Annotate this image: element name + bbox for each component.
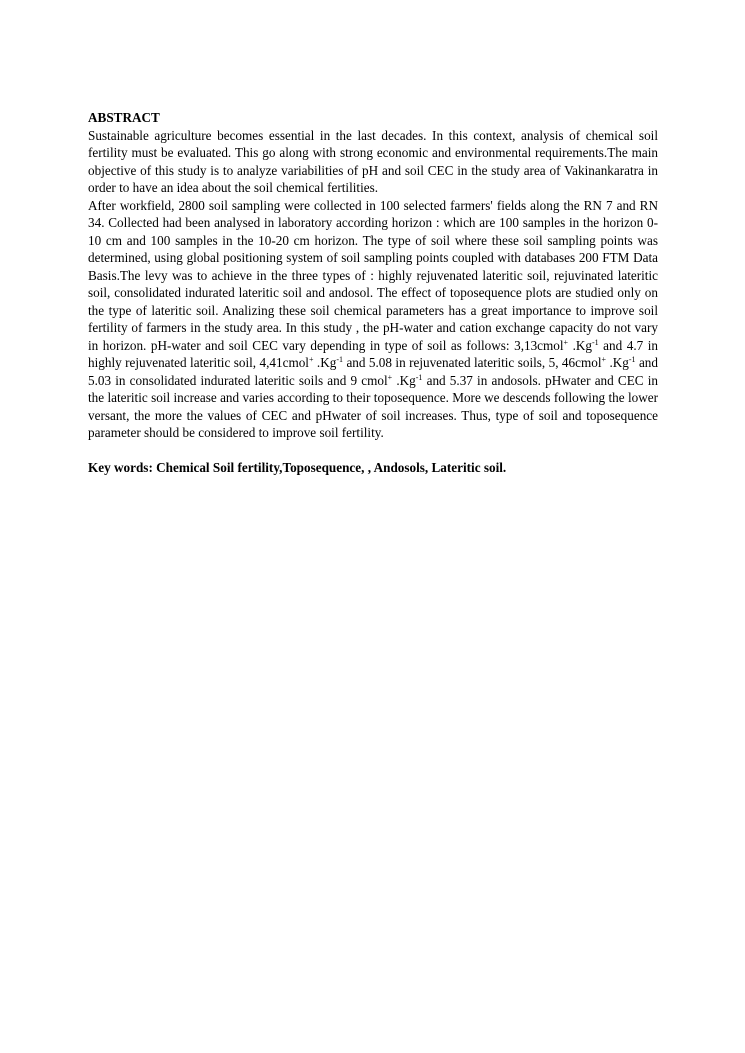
superscript: + xyxy=(563,337,569,347)
keywords: Key words: Chemical Soil fertility,Toposequence, , Andosols, Lateritic soil. xyxy=(88,459,507,475)
superscript: + xyxy=(387,372,393,382)
superscript: -1 xyxy=(336,355,344,364)
abstract-text: and 5.37 in andosols. pHwater and CEC in the lateritic soil increase and varies according to their toposequence. More we descends following the lower versant, the more the values of CEC and pHwater of soil increases. Thus, type of soil and toposequence parameter should be considered to improve soil fertility. xyxy=(88,372,658,440)
superscript: -1 xyxy=(415,372,423,382)
abstract-text: and 4.7 in highly rejuvenated lateritic soil, 4,41cmol xyxy=(88,337,658,370)
superscript: + xyxy=(601,355,607,364)
abstract-text: and 5.08 in rejuvenated lateritic soils, 5, 46cmol xyxy=(343,355,602,370)
abstract-paragraph-1: Sustainable agriculture becomes essential in the last decades. In this context, analysis of chemical soil fertility must be evaluated. This go along with strong economic and environmental requirements.The main objective of this study is to analyze variabilities of pH and soil CEC in the study area of Vakinankaratra in order to have an idea about the soil chemical fertilities. xyxy=(88,127,658,195)
superscript: -1 xyxy=(592,337,599,347)
abstract-text: .Kg xyxy=(606,355,629,370)
abstract-heading: ABSTRACT xyxy=(88,110,160,125)
abstract-text: and 5.03 in consolidated indurated lateritic soils and 9 cmol xyxy=(88,355,658,388)
abstract-text: .Kg xyxy=(392,372,416,388)
abstract-paragraph-2 xyxy=(88,197,658,442)
abstract-text: .Kg xyxy=(313,355,337,370)
superscript: + xyxy=(308,355,314,364)
abstract-text: After workfield, 2800 soil sampling were collected in 100 selected farmers' fields along the RN 7 and RN 34. Collected had been analysed in laboratory according horizon : which are 100 samples in the horizon 0-10 cm and 100 samples in the 10-20 cm horizon. The type of soil where these soil sampling points was determined, using global positioning system of soil sampling points coupled with databases 200 FTM Data Basis.The levy was to achieve in the three types of : highly rejuvenated lateritic soil, rejuvinated lateritic soil, consolidated indurated lateritic soil and andosol. The effect of toposequence plots are studied only on the type of lateritic soil. Analizing these soil chemical parameters has a great importance to improve soil fertility of farmers in the study area. In this study , the pH-water and cation exchange capacity do not vary in horizon. pH-water and soil CEC vary depending in type of soil as follows: 3,13cmol xyxy=(88,197,658,353)
abstract-text: .Kg xyxy=(568,337,592,353)
superscript: -1 xyxy=(628,355,636,364)
abstract-section xyxy=(88,109,658,476)
